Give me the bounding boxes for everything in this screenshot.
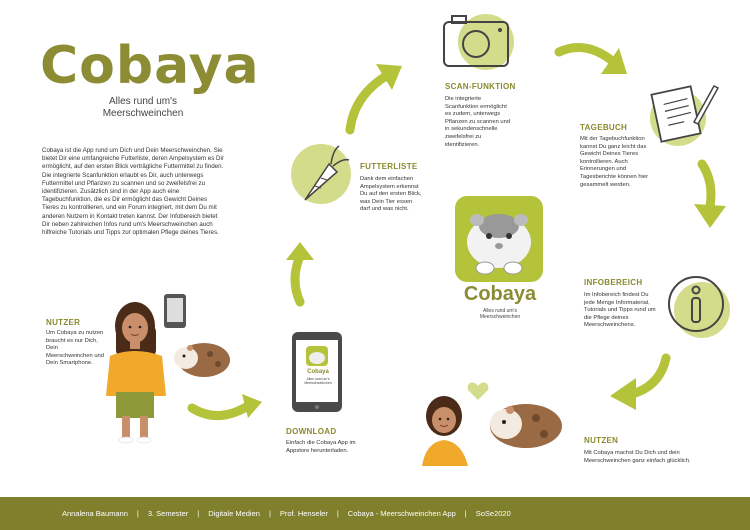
- footer-course: Digitale Medien: [208, 509, 260, 518]
- app-logo-icon: [455, 196, 545, 284]
- smartphone-illustration: [164, 294, 188, 330]
- notebook-icon: [648, 78, 720, 150]
- arrow-icon: [340, 56, 410, 136]
- footer-separator: |: [136, 509, 139, 518]
- infobereich-heading: INFOBEREICH: [584, 278, 643, 287]
- nutzen-text: Mit Cobaya machst Du Dich und dein Meerschweinchen ganz einfach glücklich.: [584, 450, 691, 464]
- scan-heading: SCAN-FUNKTION: [445, 82, 516, 91]
- footer-term: SoSe2020: [475, 509, 511, 518]
- footer-separator: |: [197, 509, 200, 518]
- nutzer-text: Um Cobaya zu nutzen braucht es nur Dich, Dein Meerschweinchen und Dein Smartphone.: [46, 330, 105, 367]
- footer-separator: |: [336, 509, 339, 518]
- arrow-icon: [280, 240, 320, 306]
- guinea-pig-illustration: [172, 338, 232, 380]
- carrot-icon: [287, 142, 351, 210]
- futterliste-text: Dank dem einfachen Ampelsystem erkennst Du auf den ersten Blick, was Dein Tier essen darf und was nicht.: [360, 176, 422, 213]
- center-logo-name: Cobaya: [463, 283, 537, 305]
- nutzen-heading: NUTZEN: [584, 436, 619, 445]
- arrow-icon: [688, 160, 732, 232]
- arrow-icon: [188, 388, 268, 428]
- footer-project: Cobaya - Meerschweinchen App: [347, 509, 456, 518]
- footer-author: Annalena Baumann: [62, 509, 128, 518]
- info-icon: [666, 272, 734, 340]
- arrow-icon: [555, 38, 635, 84]
- center-logo-tagline: Alles rund um's Meerschweinchen: [479, 308, 521, 320]
- phone-screen-name: Cobaya: [307, 369, 329, 375]
- intro-text: Cobaya ist die App rund um Dich und Dein Meerschweinchen. Sie bietet Dir eine umfangreiche Futterliste, deren Ampelsystem es Dir ermöglicht, auf den ersten Blick verträgliche Futtermittel zu finden. Die integrierte Scanfunktion erlaubt es Dir, auch unterwegs Futtermittel und Pflanzen zu scannen und so zweifelsfrei zu identifizieren. Zusätzlich sind in der App auch eine Tagebuchfunktion, die es Dir ermöglicht das Gewicht Deines Tieres zu kontrollieren, und ein Forum integriert, mit dem Du mit anderen Nutzern in Kontakt treten kannst. Der Infobereich bietet Dir neben zahlreichen Infos rund um's Meerschweinchen auch hilfreiche Tutorials und Tipps zur optimalen Pflege deines Tieres.: [42, 147, 224, 237]
- infobereich-text: Im Infobereich findest Du jede Menge Informaterial, Tutorials und Tipps rund um die Pflege deines Meerschweinchens.: [584, 292, 656, 329]
- tagebuch-text: Mit der Tagebuchfunktion kannst Du ganz leicht das Gewicht Deines Tieres kontrollieren. Auch Erinnerungen und Tagesberichte können hier gesammelt werden.: [580, 136, 648, 188]
- phone-screen-tagline: Alles rund um's Meerschweinchen: [304, 377, 332, 385]
- footer-separator: |: [268, 509, 271, 518]
- download-text: Einfach die Cobaya App im Appstore herunterladen.: [286, 440, 356, 454]
- footer-professor: Prof. Henseler: [279, 509, 328, 518]
- footer-bar: [0, 497, 750, 530]
- arrow-icon: [604, 352, 674, 412]
- tagebuch-heading: TAGEBUCH: [580, 123, 628, 132]
- download-heading: DOWNLOAD: [286, 427, 337, 436]
- page-subtitle: Alles rund um's Meerschweinchen: [102, 96, 184, 119]
- camera-icon: [440, 10, 522, 76]
- footer-semester: 3. Semester: [147, 509, 189, 518]
- nutzer-heading: NUTZER: [46, 318, 81, 327]
- futterliste-heading: FUTTERLISTE: [360, 162, 418, 171]
- happy-user-illustration: [416, 380, 566, 466]
- footer-separator: |: [464, 509, 467, 518]
- page-title: Cobaya: [40, 36, 260, 96]
- scan-text: Die integrierte Scanfunktion ermöglicht es zudem, unterwegs Pflanzen zu scannen und in sekundenschnelle zweifelsfrei zu identifizieren.: [445, 96, 511, 148]
